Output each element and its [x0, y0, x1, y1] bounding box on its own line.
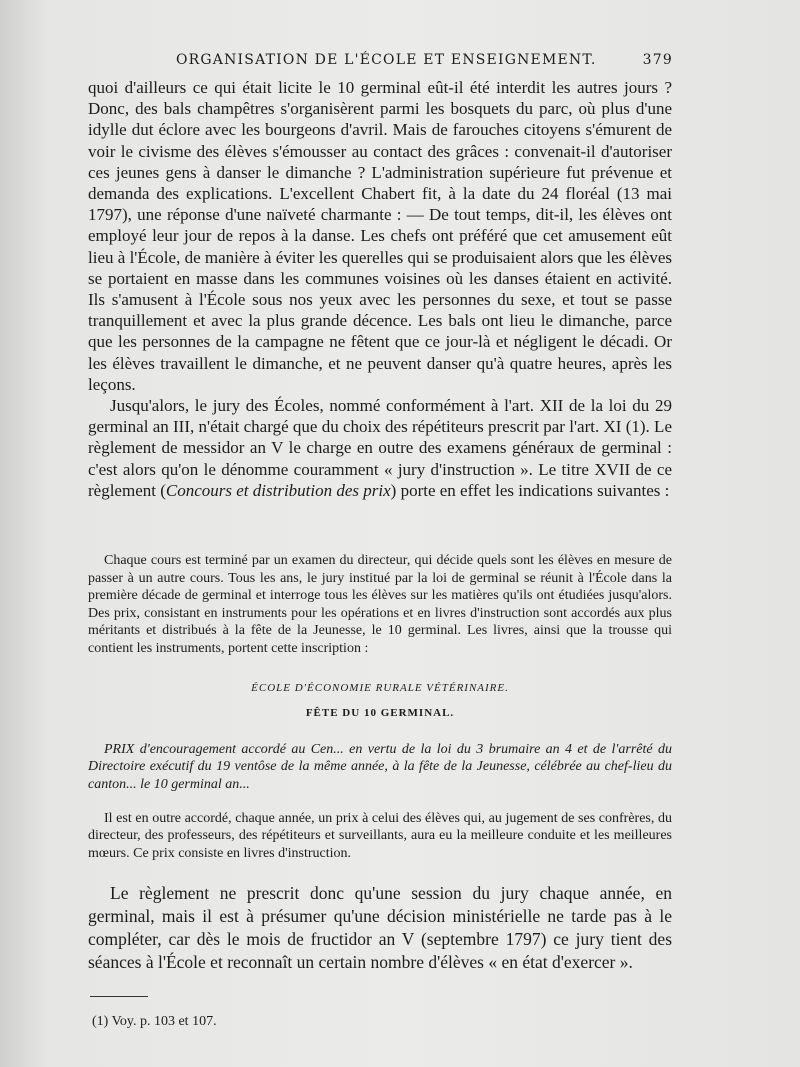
- paragraph-jury-title: Concours et distribution des prix: [165, 480, 391, 500]
- footnote: (1) Voy. p. 103 et 107.: [92, 1014, 217, 1029]
- quote-paragraph-1: Chaque cours est terminé par un examen du directeur, qui décide quels sont les élèves en mesure de passer à un autre cours. Tous les ans, le jury institué par la loi de germinal se réunit à l'École dans la première décade de germinal et interroge tous les élèves sur les matières qu'ils ont étudiées jusqu'alors. Des prix, consistant en instruments pour les opérations et en livres d'instruction sont accordés aux plus méritants et distribués à la fête de la Jeunesse, le 10 germinal. Les livres, ainsi que la trousse qui contient les instruments, portent cette inscription :: [88, 553, 672, 656]
- paragraph-jury-end: ) porte en effet les indications suivantes :: [390, 480, 670, 500]
- inscription-text: PRIX d'encouragement accordé au Cen... en vertu de la loi du 3 brumaire an 4 et de l'arrêté du Directoire exécutif du 19 ventôse de la même année, à la fête de la Jeunesse, célébrée au chef-lieu du canton... le 10 germinal an...: [88, 741, 672, 792]
- paragraph-bals: quoi d'ailleurs ce qui était licite le 10 germinal eût-il été interdit les autres jours ? Donc, des bals champêtres s'organisèrent parmi les bosquets du parc, où plus d'une idylle dut éclore avec les bourgeons d'avril. Mais de farouches citoyens s'émurent de voir le civisme des élèves s'émousser au contact des grâces : convenait-il d'autoriser ces jeunes gens à danser le dimanche ? L'administration supérieure fut prévenue et demanda des explications. L'excellent Chabert fit, à la date du 24 floréal (13 mai 1797), une réponse d'une naïveté charmante : — De tout temps, dit-il, les élèves ont employé leur jour de repos à la danse. Les chefs ont préféré que cet amusement eût lieu à l'École, de manière à éviter les querelles qui se produisaient alors que les élèves se portaient en masse dans les communes voisines où les danses étaient en activité. Ils s'amusent à l'École sous nos yeux avec les personnes du sexe, et tout se passe tranquillement et avec la plus grande décence. Les bals ont lieu le dimanche, parce que les personnes de la campagne ne fêtent que ce jour-là et négligent le décadi. Or les élèves travaillent le dimanche, et ne peuvent danser qu'à quatre heures, après les leçons.: [88, 78, 672, 394]
- quote-paragraph-2: Il est en outre accordé, chaque année, un prix à celui des élèves qui, au jugement de ses confrères, du directeur, des professeurs, des répétiteurs et surveillants, aura eu la meilleure conduite et les meilleures mœurs. Ce prix consiste en livres d'instruction.: [88, 810, 672, 861]
- inscription-heading: ÉCOLE D'ÉCONOMIE RURALE VÉTÉRINAIRE.: [251, 681, 509, 694]
- quoted-regulation: [88, 552, 672, 862]
- paragraph-jury: [88, 395, 672, 501]
- running-title: ORGANISATION DE L'ÉCOLE ET ENSEIGNEMENT.: [176, 52, 597, 68]
- paragraph-jury-start: Jusqu'alors, le jury des Écoles, nommé conformément à l'art. XII de la loi du 29 germinal an III, n'était chargé que du choix des répétiteurs prescrit par l'art. XI (1). Le règlement de messidor an V le charge en outre des examens généraux de germinal : c'est alors qu'on le dénomme couramment « jury d'instruction ». Le titre XVII de ce règlement (: [88, 396, 672, 500]
- inscription-subheading: FÊTE DU 10 GERMINAL.: [305, 707, 455, 720]
- footnote-rule: [90, 996, 148, 997]
- closing-paragraph: Le règlement ne prescrit donc qu'une session du jury chaque année, en germinal, mais il est à présumer qu'une décision ministérielle ne tarde pas à le compléter, car dès le mois de fructidor an V (septembre 1797) ce jury tient des séances à l'École et reconnaît un certain nombre d'élèves « en état d'exercer ».: [88, 883, 672, 972]
- main-text: [88, 77, 672, 501]
- page-number: 379: [642, 52, 673, 68]
